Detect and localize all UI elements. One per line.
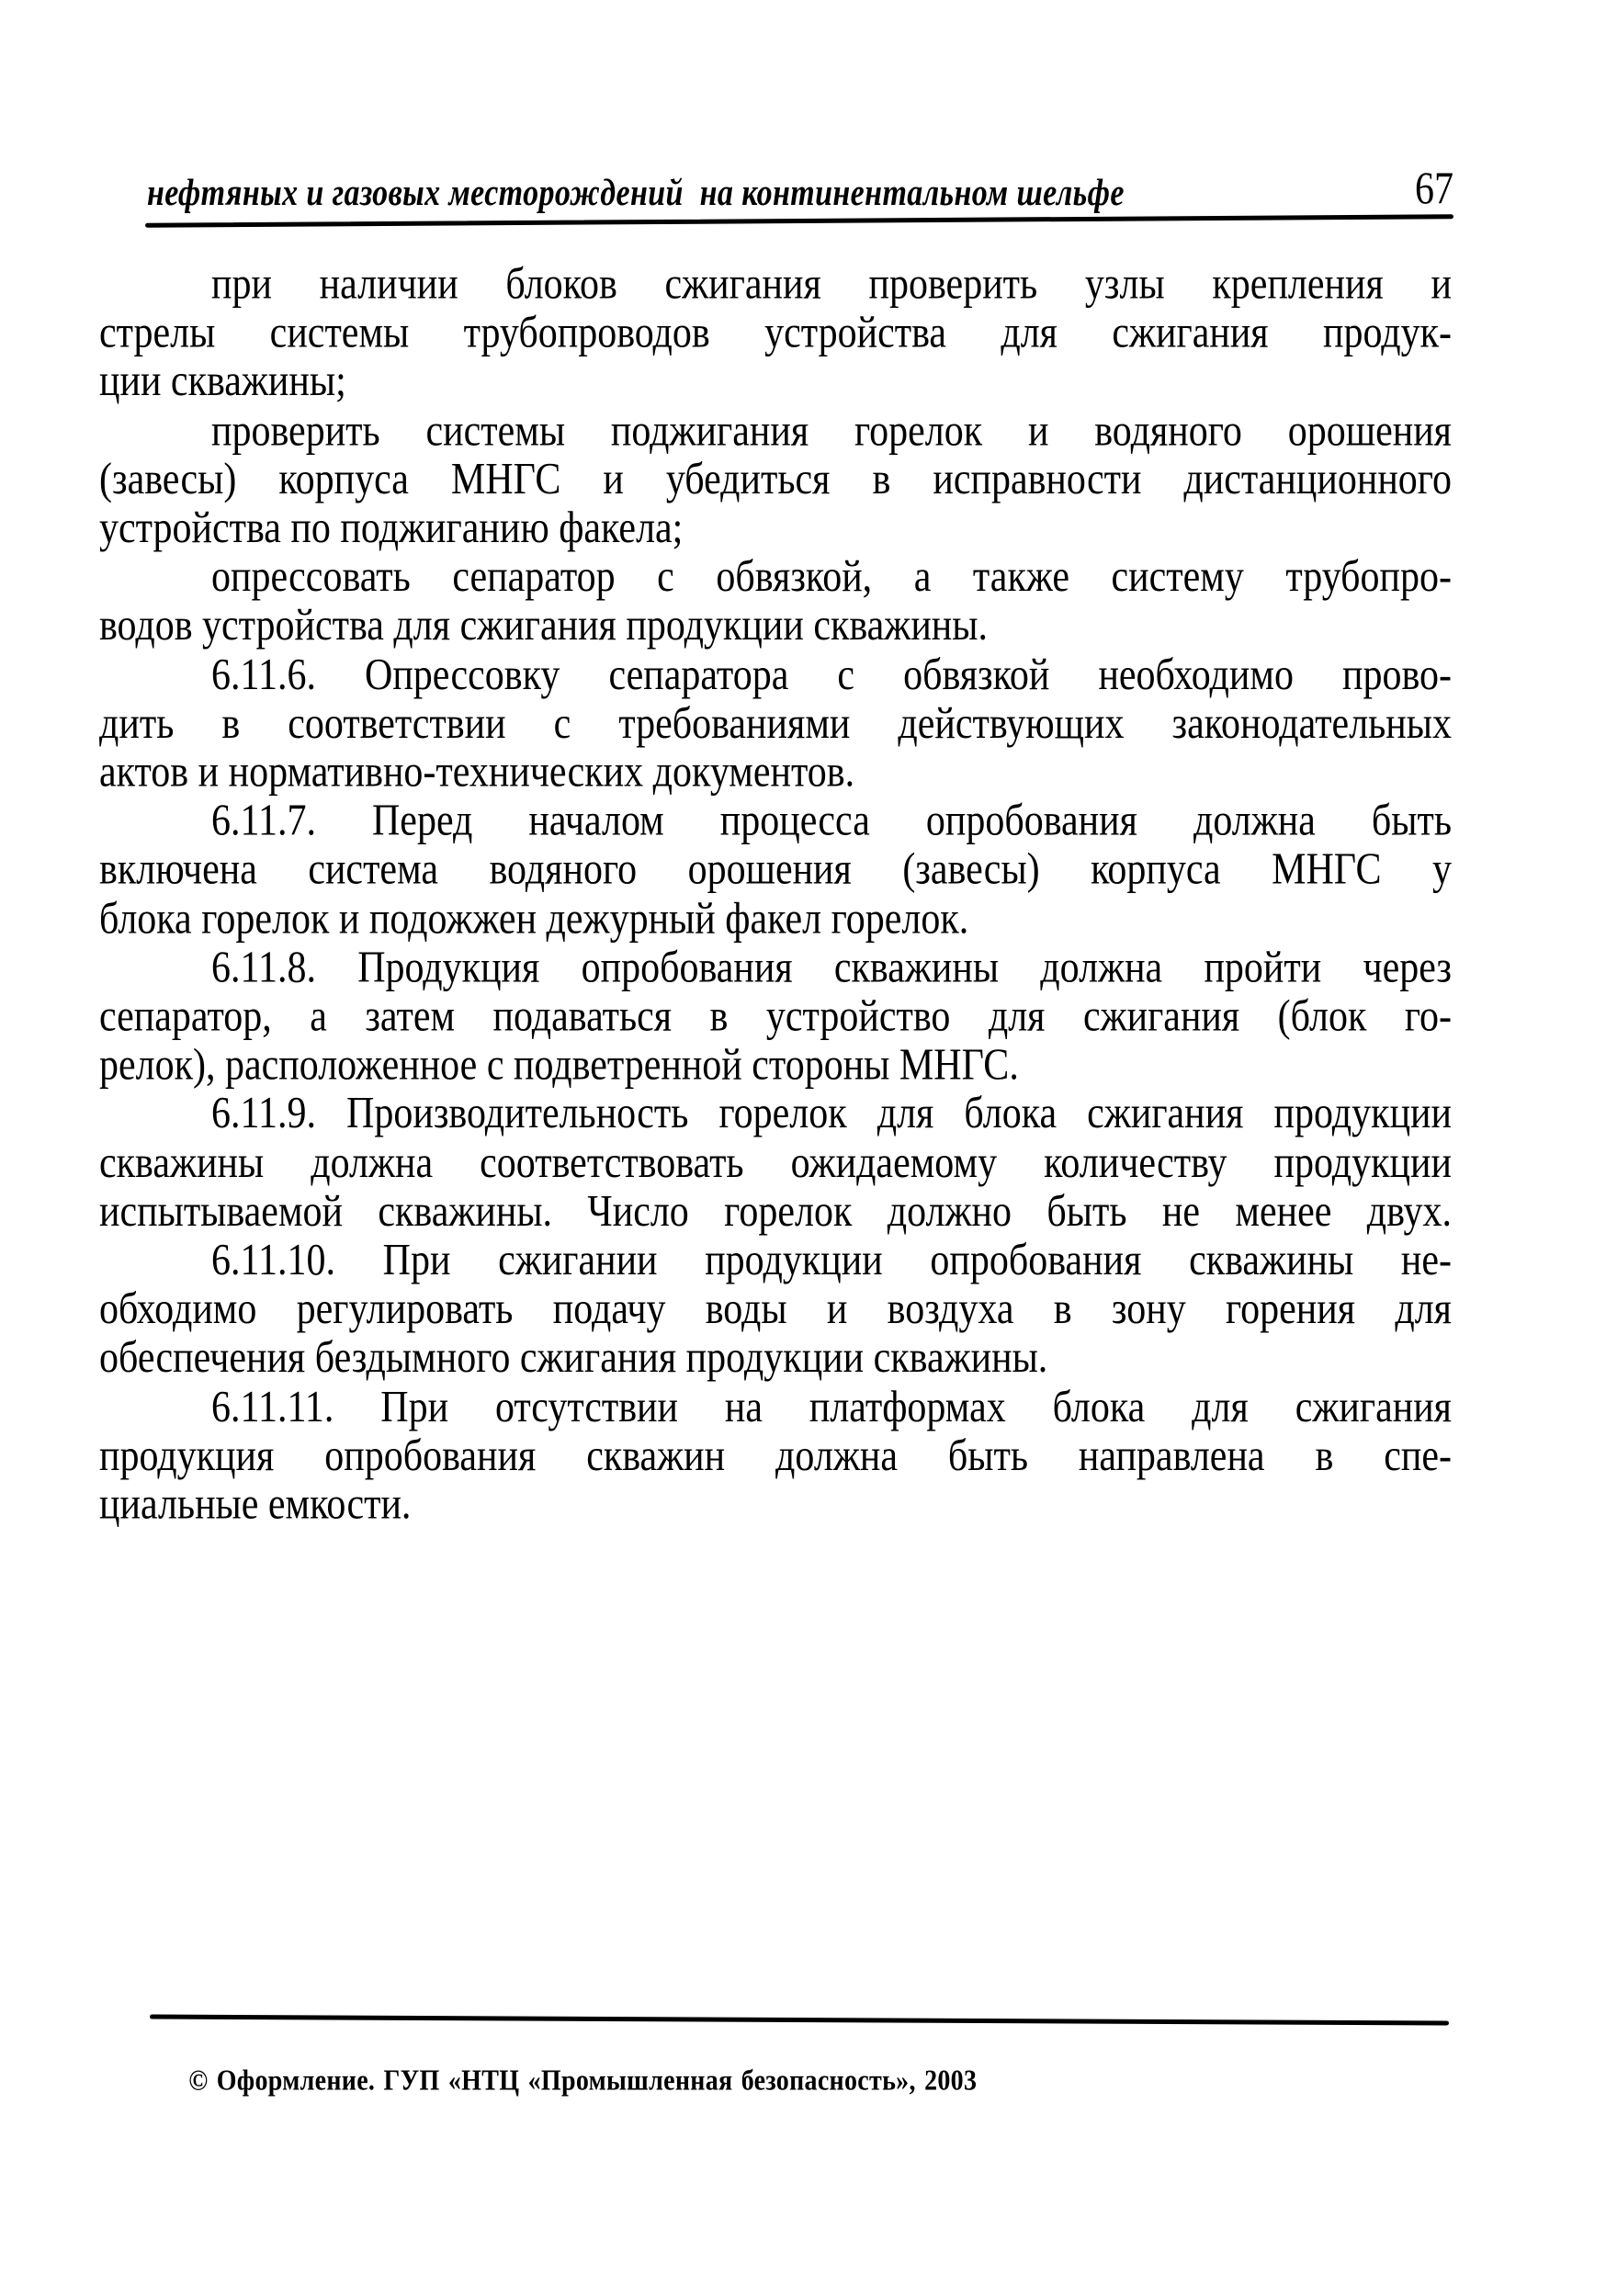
text-line: (завесы) корпуса МНГС и убедиться в исправности дистанционного bbox=[99, 455, 1452, 504]
running-title: нефтяных и газовых месторождений на континентальном шельфе bbox=[147, 172, 1125, 214]
text-line: циальные емкости. bbox=[99, 1480, 412, 1530]
text-line: опрессовать сепаратор с обвязкой, а также систему трубопро- bbox=[211, 552, 1452, 602]
paragraph bbox=[99, 1090, 1452, 1236]
text-line: 6.11.8. Продукция опробования скважины должна пройти через bbox=[211, 943, 1452, 992]
text-line: при наличии блоков сжигания проверить узлы крепления и bbox=[211, 260, 1452, 309]
text-line: водов устройства для сжигания продукции скважины. bbox=[99, 601, 988, 650]
text-line: обеспечения бездымного сжигания продукции скважины. bbox=[99, 1333, 1048, 1383]
running-header bbox=[147, 164, 1453, 215]
text-line: устройства по поджиганию факела; bbox=[99, 503, 684, 553]
text-line: актов и нормативно-технических документов. bbox=[99, 748, 855, 797]
copyright-line: © Оформление. ГУП «НТЦ «Промышленная безопасность», 2003 bbox=[188, 2064, 978, 2098]
text-line: дить в соответствии с требованиями действующих законодательных bbox=[99, 699, 1452, 749]
text-line: стрелы системы трубопроводов устройства для сжигания продук- bbox=[99, 309, 1452, 358]
text-line: испытываемой скважины. Число горелок должно быть не менее двух. bbox=[99, 1187, 1452, 1237]
text-line: продукция опробования скважин должна быть направлена в спе- bbox=[99, 1431, 1452, 1481]
paragraph bbox=[99, 1237, 1452, 1383]
header-rule bbox=[145, 214, 1453, 227]
text-line: 6.11.7. Перед началом процесса опробования должна быть bbox=[211, 797, 1452, 846]
paragraph bbox=[99, 797, 1452, 943]
text-line: 6.11.9. Производительность горелок для блока сжигания продукции bbox=[211, 1090, 1452, 1139]
text-line: 6.11.10. При сжигании продукции опробования скважины не- bbox=[211, 1236, 1452, 1285]
paragraph bbox=[99, 553, 1452, 650]
text-line: обходимо регулировать подачу воды и воздуха в зону горения для bbox=[99, 1284, 1452, 1334]
paragraph bbox=[99, 260, 1452, 406]
body-text bbox=[99, 260, 1452, 1529]
text-line: скважины должна соответствовать ожидаемому количеству продукции bbox=[99, 1138, 1452, 1188]
text-line: 6.11.6. Опрессовку сепаратора с обвязкой необходимо прово- bbox=[211, 650, 1452, 699]
text-line: 6.11.11. При отсутствии на платформах блока для сжигания bbox=[211, 1383, 1452, 1431]
text-line: релок), расположенное с подветренной стороны МНГС. bbox=[99, 1041, 1019, 1091]
text-line: блока горелок и подожжен дежурный факел горелок. bbox=[99, 894, 969, 944]
text-line: ции скважины; bbox=[99, 357, 346, 407]
text-line: проверить системы поджигания горелок и водяного орошения bbox=[211, 406, 1452, 456]
page-footer bbox=[154, 2032, 977, 2132]
paragraph bbox=[99, 944, 1452, 1090]
paragraph bbox=[99, 1383, 1452, 1529]
paragraph bbox=[99, 406, 1452, 552]
page-number: 67 bbox=[1415, 164, 1453, 214]
text-line: сепаратор, а затем подаваться в устройство для сжигания (блок го- bbox=[99, 992, 1452, 1041]
paragraph bbox=[99, 650, 1452, 797]
footer-rule bbox=[150, 2015, 1449, 2026]
text-line: включена система водяного орошения (завесы) корпуса МНГС у bbox=[99, 845, 1452, 895]
